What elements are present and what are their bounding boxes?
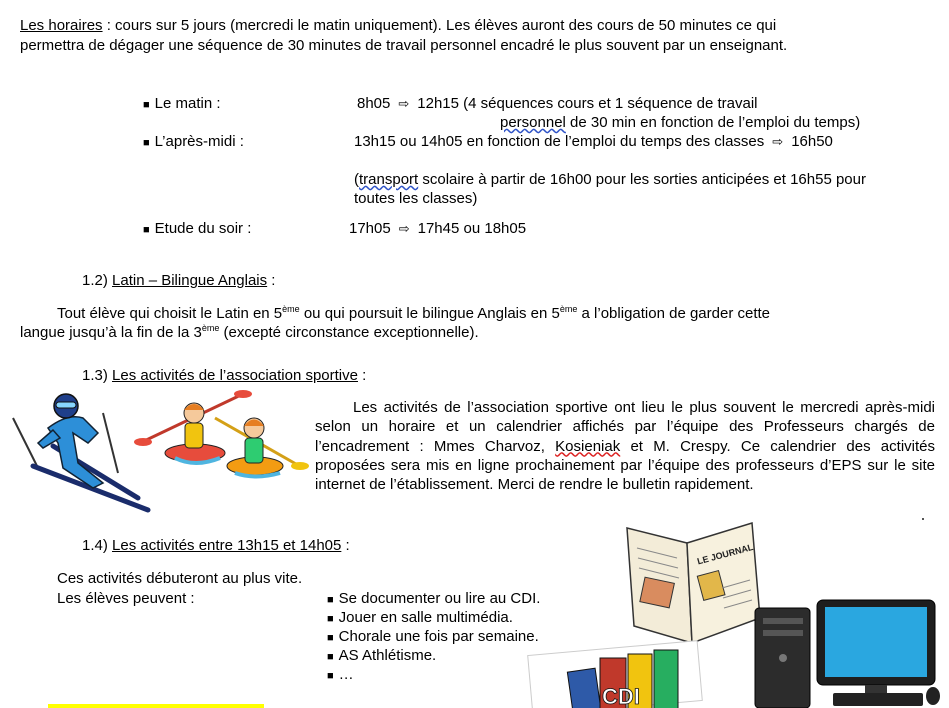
horaires-title: Les horaires [20,17,103,34]
etude-times: 17h05 ⇨ 17h45 ou 18h05 [349,220,527,237]
list-item: ■ … [327,666,354,683]
activites-heading: 1.4) Les activités entre 13h15 et 14h05 : [82,537,350,554]
skier-image [8,388,148,513]
list-item: ■ Jouer en salle multimédia. [327,609,513,626]
arrow-right-icon: ⇨ [772,134,784,149]
horaires-line2: permettra de dégager une séquence de 30 minutes de travail personnel encadré le plus souvent par un enseignant. [20,37,788,54]
list-item: ■ Chorale une fois par semaine. [327,628,539,645]
cdi-books-image [530,640,710,708]
list-item: ■ AS Athlétisme. [327,647,437,664]
aprem-times: 13h15 ou 14h05 en fonction de l’emploi du temps des classes ⇨ 16h50 [354,133,833,150]
latin-p-line2: langue jusqu’à la fin de la 3ème (excepté circonstance exceptionnelle). [20,323,479,341]
computer-image [755,598,940,708]
arrow-right-icon: ⇨ [398,221,410,236]
horaires-line1: Les horaires : cours sur 5 jours (mercredi le matin uniquement). Les élèves auront des cours de 50 minutes ce qui [20,17,777,34]
transport-line1: (transport scolaire à partir de 16h00 pour les sorties anticipées et 16h55 pour [354,171,866,188]
latin-heading: 1.2) Latin – Bilingue Anglais : [82,272,276,289]
latin-p-line1: Tout élève qui choisit le Latin en 5ème ou qui poursuit le bilingue Anglais en 5ème a l’obligation de garder cette [57,304,771,322]
activites-intro: Ces activités débuteront au plus vite. [57,570,303,587]
sport-heading: 1.3) Les activités de l’association sportive : [82,367,367,384]
newspaper-image [622,518,762,648]
kayak-image [135,388,305,483]
sport-paragraph: Les activités de l’association sportive ont lieu le plus souvent le mercredi après-midi selon un horaire et un calendrier affichés par l’équipe des Professeurs chargés de l’encadrement : Mmes Charvoz, Kosieniak et M. Crespy. Ce calendrier des activités proposées sera mis en ligne prochainement par l’équipe des professeurs d’EPS sur le site internet de l’établissement. Merci de rendre le bulletin rapidement. [315,399,935,494]
highlight-bar [48,704,264,708]
stray-dot [922,518,924,520]
cdi-label: CDI [602,684,640,708]
newspaper-title: LE JOURNAL [696,541,755,567]
transport-line2: toutes les classes) [354,190,478,207]
activites-students: Les élèves peuvent : [57,590,195,607]
matin-times: 8h05 ⇨ 12h15 (4 séquences cours et 1 séquence de travail [357,95,758,112]
matin-label: ■ Le matin : [143,95,221,112]
matin-cont: personnel de 30 min en fonction de l’emploi du temps) [500,114,861,131]
etude-label: ■ Etude du soir : [143,220,252,237]
aprem-label: ■ L’après-midi : [143,133,244,150]
list-item: ■ Se documenter ou lire au CDI. [327,590,541,607]
arrow-right-icon: ⇨ [398,96,410,111]
